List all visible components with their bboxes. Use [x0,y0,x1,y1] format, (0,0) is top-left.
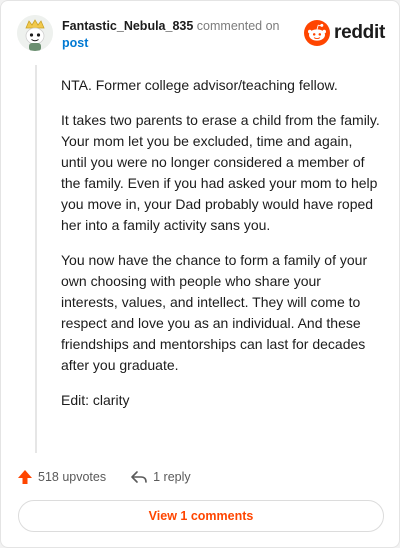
reply-count: 1 reply [153,470,191,484]
byline [62,18,302,52]
reply-button[interactable] [130,469,191,485]
reply-arrow-icon [130,469,148,485]
comment-header [17,15,385,55]
upvote-count: 518 upvotes [38,470,107,484]
user-avatar[interactable] [17,15,53,51]
snoo-avatar-icon [17,15,53,51]
upvote-button[interactable] [17,469,106,485]
commented-on-text: commented on [196,19,280,33]
upvote-arrow-icon [17,469,33,485]
comment-paragraph: NTA. Former college advisor/teaching fellow. [61,77,338,93]
thread-line [35,65,37,453]
view-comments-button[interactable]: View 1 comments [18,500,384,532]
username-link[interactable]: Fantastic_Nebula_835 [62,19,194,33]
comment-paragraph: Edit: clarity [61,392,130,408]
reddit-brand[interactable] [304,20,385,46]
post-link[interactable]: post [62,36,89,50]
comment-actions [17,465,215,489]
brand-wordmark: reddit [334,22,385,43]
reddit-logo-icon [304,20,330,46]
comment-body [61,75,381,425]
comment-paragraph: It takes two parents to erase a child from the family. Your mom let you be excluded, time and again, until you were no longer considered a member of the family. Even if you had asked your mom to help you move in, your Dad probably would have roped her into a family activity sans you. [61,112,380,233]
comment-paragraph: You now have the chance to form a family of your own choosing with people who share your interests, values, and intellect. They will come to respect and love you as an individual. And these friendships and mentorships can last for decades after you graduate. [61,252,368,373]
